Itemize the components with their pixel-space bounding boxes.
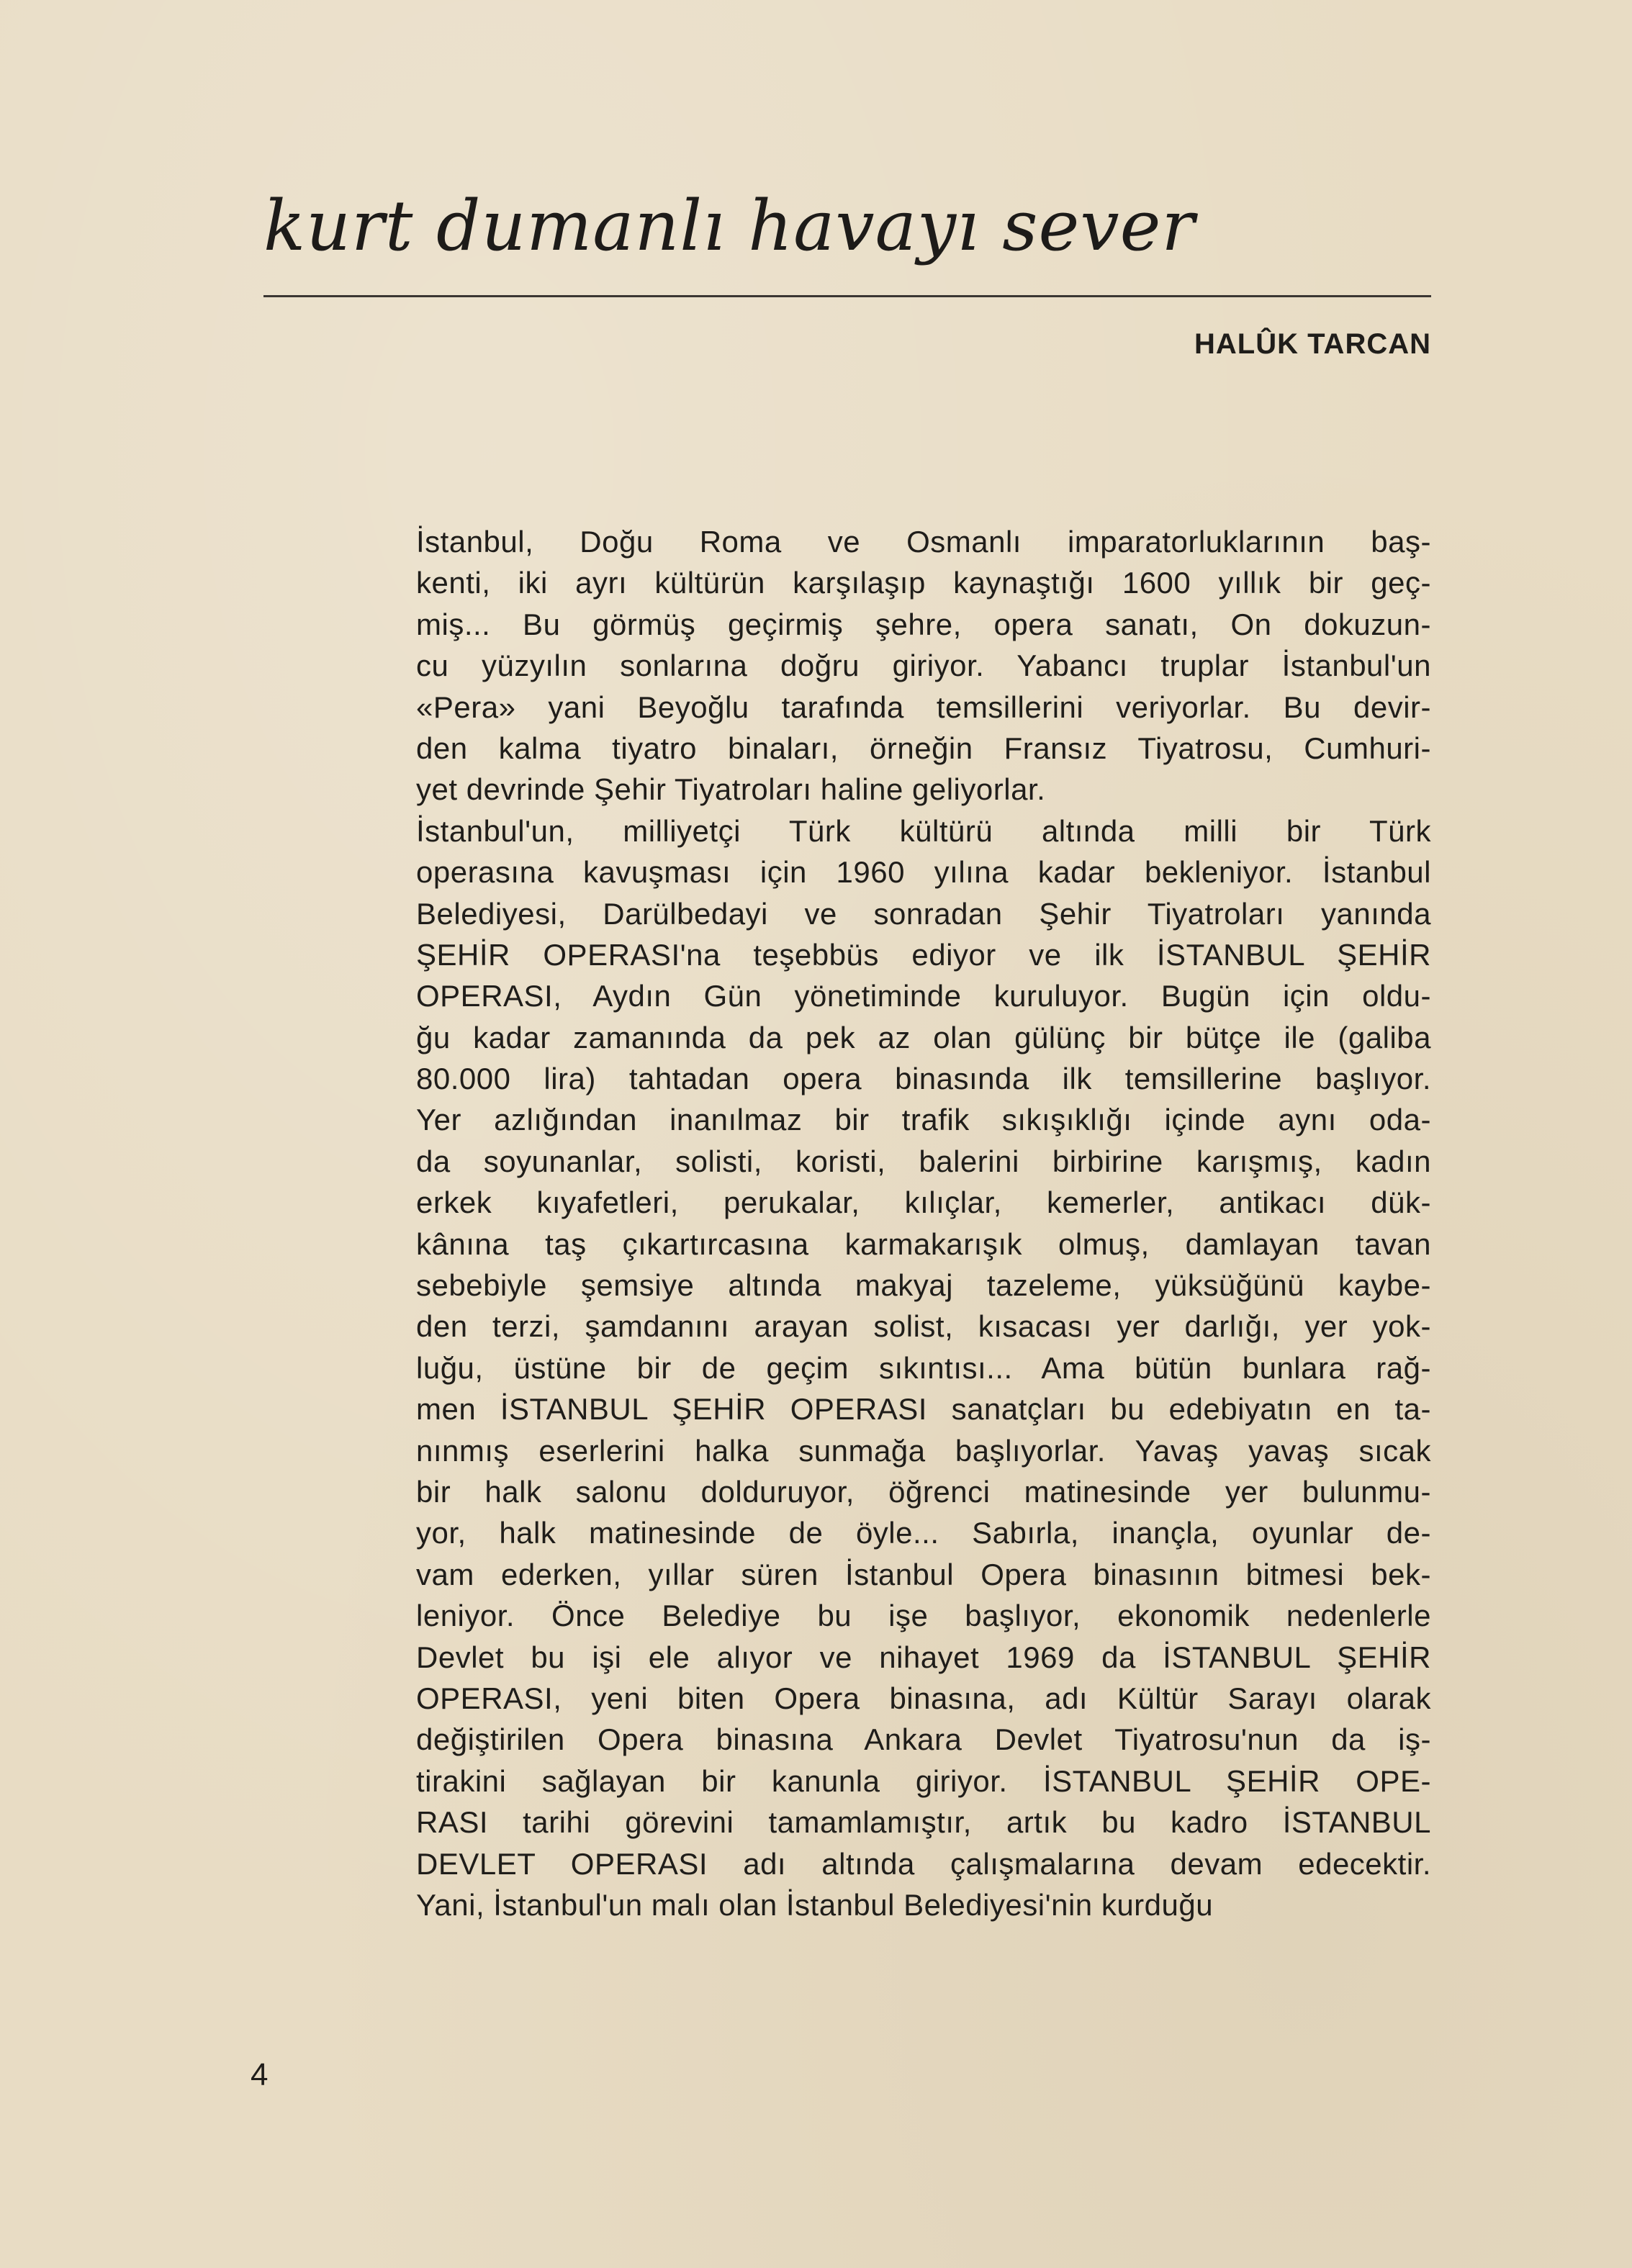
text-line: leniyor. Önce Belediye bu işe başlıyor, ekonomik nedenlerle — [416, 1599, 1431, 1633]
text-line: Yani, İstanbul'un malı olan İstanbul Belediyesi'nin kurduğu — [416, 1887, 1214, 1922]
text-line: ğu kadar zamanında da pek az olan gülünç bir bütçe ile (galiba — [416, 1020, 1431, 1054]
text-line: ŞEHİR OPERASI'na teşebbüs ediyor ve ilk İSTANBUL ŞEHİR — [416, 937, 1431, 972]
text-line: «Pera» yani Beyoğlu tarafında temsillerini veriyorlar. Bu devir- — [416, 690, 1431, 724]
text-line: kânına taş çıkartırcasına karmakarışık olmuş, damlayan tavan — [416, 1226, 1431, 1261]
text-line: OPERASI, yeni biten Opera binasına, adı Kültür Sarayı olarak — [416, 1681, 1431, 1715]
text-line: Belediyesi, Darülbedayi ve sonradan Şehir Tiyatroları yanında — [416, 896, 1431, 931]
text-line: bir halk salonu dolduruyor, öğrenci matinesinde yer bulunmu- — [416, 1474, 1431, 1509]
text-line: nınmış eserlerini halka sunmağa başlıyorlar. Yavaş yavaş sıcak — [416, 1433, 1431, 1468]
text-line: İstanbul'un, milliyetçi Türk kültürü altında milli bir Türk — [416, 813, 1431, 848]
title-divider — [263, 295, 1431, 297]
text-line: cu yüzyılın sonlarına doğru giriyor. Yabancı truplar İstanbul'un — [416, 649, 1431, 683]
author-name: HALÛK TARCAN — [1194, 328, 1431, 360]
page-number: 4 — [251, 2057, 269, 2092]
text-line: luğu, üstüne bir de geçim sıkıntısı... Ama bütün bunlara rağ- — [416, 1350, 1431, 1385]
text-line: değiştirilen Opera binasına Ankara Devlet Tiyatrosu'nun da iş- — [416, 1722, 1431, 1757]
text-line: den terzi, şamdanını arayan solist, kısacası yer darlığı, yer yok- — [416, 1309, 1431, 1344]
text-line: men İSTANBUL ŞEHİR OPERASI sanatçları bu edebiyatın en ta- — [416, 1392, 1431, 1427]
text-line: operasına kavuşması için 1960 yılına kadar bekleniyor. İstanbul — [416, 855, 1431, 890]
text-line: da soyunanlar, solisti, koristi, balerini birbirine karışmış, kadın — [416, 1144, 1431, 1178]
text-line: 80.000 lira) tahtadan opera binasında ilk temsillerine başlıyor. — [416, 1062, 1431, 1096]
text-line: den kalma tiyatro binaları, örneğin Fransız Tiyatrosu, Cumhuri- — [416, 731, 1431, 765]
article-title: kurt dumanlı havayı sever — [263, 186, 1196, 266]
text-line: OPERASI, Aydın Gün yönetiminde kuruluyor. Bugün için oldu- — [416, 979, 1431, 1013]
text-line: yor, halk matinesinde de öyle... Sabırla, inançla, oyunlar de- — [416, 1516, 1431, 1550]
text-line: Devlet bu işi ele alıyor ve nihayet 1969 da İSTANBUL ŞEHİR — [416, 1640, 1431, 1674]
text-line: kenti, iki ayrı kültürün karşılaşıp kaynaştığı 1600 yıllık bir geç- — [416, 566, 1431, 600]
text-line: miş... Bu görmüş geçirmiş şehre, opera sanatı, On dokuzun- — [416, 607, 1431, 641]
text-line: vam ederken, yıllar süren İstanbul Opera binasının bitmesi bek- — [416, 1557, 1431, 1591]
text-line: İstanbul, Doğu Roma ve Osmanlı imparatorluklarının baş- — [416, 525, 1431, 559]
text-line: erkek kıyafetleri, perukalar, kılıçlar, kemerler, antikacı dük- — [416, 1185, 1431, 1220]
text-line: Yer azlığından inanılmaz bir trafik sıkışıklığı içinde aynı oda- — [416, 1103, 1431, 1137]
text-line: RASI tarihi görevini tamamlamıştır, artık bu kadro İSTANBUL — [416, 1805, 1431, 1840]
text-line: yet devrinde Şehir Tiyatroları haline geliyorlar. — [416, 772, 1046, 807]
text-line: tirakini sağlayan bir kanunla giriyor. İSTANBUL ŞEHİR OPE- — [416, 1763, 1431, 1798]
text-line: sebebiyle şemsiye altında makyaj tazeleme, yüksüğünü kaybe- — [416, 1268, 1431, 1303]
article-body — [416, 521, 1431, 1925]
text-line: DEVLET OPERASI adı altında çalışmalarına devam edecektir. — [416, 1846, 1431, 1881]
